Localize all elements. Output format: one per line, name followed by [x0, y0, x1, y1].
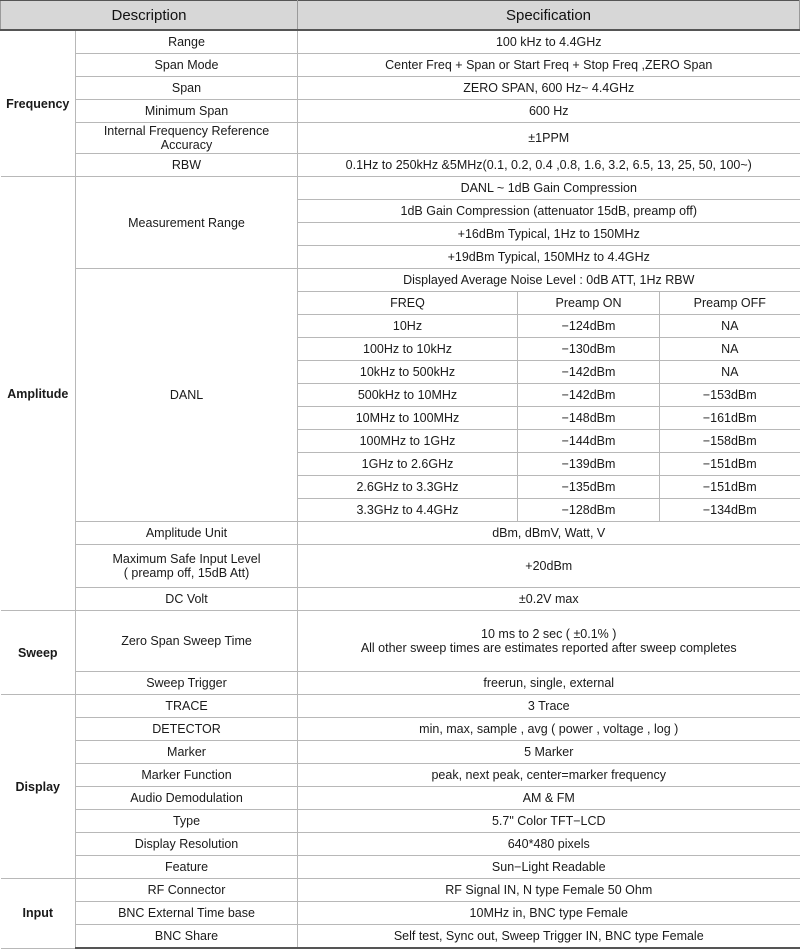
header-description: Description [1, 1, 298, 31]
spec-name-line1: Maximum Safe Input Level [112, 552, 261, 566]
table-row [1, 522, 800, 545]
table-row [1, 588, 800, 611]
danl-preamp-on: −130dBm [518, 338, 660, 361]
danl-caption: Displayed Average Noise Level : 0dB ATT, 1Hz RBW [298, 269, 800, 292]
table-row [1, 269, 800, 292]
spec-name: Internal Frequency Reference Accuracy [76, 123, 298, 154]
spec-name: Marker [76, 741, 298, 764]
spec-name [76, 545, 298, 588]
danl-preamp-off: −151dBm [660, 476, 800, 499]
danl-preamp-on: −124dBm [518, 315, 660, 338]
spec-name: Marker Function [76, 764, 298, 787]
category-frequency: Frequency [1, 30, 76, 177]
category-amplitude: Amplitude [1, 177, 76, 611]
table-row [1, 123, 800, 154]
spec-value-line2: All other sweep times are estimates reported after sweep completes [360, 641, 737, 655]
spec-name: BNC External Time base [76, 902, 298, 925]
table-row [1, 611, 800, 672]
spec-value [298, 611, 800, 672]
spec-value: dBm, dBmV, Watt, V [298, 522, 800, 545]
danl-freq: 500kHz to 10MHz [298, 384, 518, 407]
danl-preamp-off: −151dBm [660, 453, 800, 476]
spec-name: DETECTOR [76, 718, 298, 741]
table-row [1, 177, 800, 200]
spec-value: +16dBm Typical, 1Hz to 150MHz [298, 223, 800, 246]
spec-name: Minimum Span [76, 100, 298, 123]
spec-name: Span Mode [76, 54, 298, 77]
table-row [1, 545, 800, 588]
category-display: Display [1, 695, 76, 879]
danl-preamp-on: −128dBm [518, 499, 660, 522]
danl-preamp-off: NA [660, 338, 800, 361]
table-row [1, 30, 800, 54]
danl-preamp-on: −135dBm [518, 476, 660, 499]
spec-value: RF Signal IN, N type Female 50 Ohm [298, 879, 800, 902]
spec-value: DANL ~ 1dB Gain Compression [298, 177, 800, 200]
danl-preamp-off: −161dBm [660, 407, 800, 430]
spec-name: Type [76, 810, 298, 833]
table-row [1, 718, 800, 741]
spec-value: 3 Trace [298, 695, 800, 718]
table-row [1, 741, 800, 764]
danl-freq: 10Hz [298, 315, 518, 338]
spec-value: min, max, sample , avg ( power , voltage , log ) [298, 718, 800, 741]
spec-value: Sun−Light Readable [298, 856, 800, 879]
spec-name: DC Volt [76, 588, 298, 611]
table-row [1, 54, 800, 77]
spec-name: Measurement Range [76, 177, 298, 269]
spec-name: TRACE [76, 695, 298, 718]
spec-value: 600 Hz [298, 100, 800, 123]
danl-freq: 100MHz to 1GHz [298, 430, 518, 453]
spec-value: +19dBm Typical, 150MHz to 4.4GHz [298, 246, 800, 269]
danl-preamp-off: −158dBm [660, 430, 800, 453]
danl-col-freq: FREQ [298, 292, 518, 315]
spec-name: Amplitude Unit [76, 522, 298, 545]
danl-preamp-off: −134dBm [660, 499, 800, 522]
header-row [1, 1, 800, 31]
table-row [1, 764, 800, 787]
table-row [1, 77, 800, 100]
spec-name: Range [76, 30, 298, 54]
danl-freq: 10kHz to 500kHz [298, 361, 518, 384]
spec-value: Center Freq + Span or Start Freq + Stop Freq ,ZERO Span [298, 54, 800, 77]
spec-value: 5 Marker [298, 741, 800, 764]
table-row [1, 856, 800, 879]
spec-name: Display Resolution [76, 833, 298, 856]
spec-value: ZERO SPAN, 600 Hz~ 4.4GHz [298, 77, 800, 100]
table-row [1, 879, 800, 902]
spec-value: 0.1Hz to 250kHz &5MHz(0.1, 0.2, 0.4 ,0.8, 1.6, 3.2, 6.5, 13, 25, 50, 100~) [298, 154, 800, 177]
danl-freq: 2.6GHz to 3.3GHz [298, 476, 518, 499]
table-row [1, 833, 800, 856]
spec-value: 5.7" Color TFT−LCD [298, 810, 800, 833]
danl-preamp-on: −148dBm [518, 407, 660, 430]
spec-name-line2: ( preamp off, 15dB Att) [123, 566, 250, 580]
table-row [1, 925, 800, 949]
danl-preamp-off: NA [660, 361, 800, 384]
spec-name: Feature [76, 856, 298, 879]
table-row [1, 672, 800, 695]
table-row [1, 154, 800, 177]
category-sweep: Sweep [1, 611, 76, 695]
spec-name: Span [76, 77, 298, 100]
danl-freq: 100Hz to 10kHz [298, 338, 518, 361]
spec-name: Sweep Trigger [76, 672, 298, 695]
danl-col-preamp-off: Preamp OFF [660, 292, 800, 315]
spec-value: 1dB Gain Compression (attenuator 15dB, preamp off) [298, 200, 800, 223]
danl-preamp-on: −144dBm [518, 430, 660, 453]
spec-value: 10MHz in, BNC type Female [298, 902, 800, 925]
spec-name: BNC Share [76, 925, 298, 949]
header-specification: Specification [298, 1, 800, 31]
spec-value: 640*480 pixels [298, 833, 800, 856]
spec-value: freerun, single, external [298, 672, 800, 695]
spec-name: Zero Span Sweep Time [76, 611, 298, 672]
table-row [1, 787, 800, 810]
table-row [1, 695, 800, 718]
spec-value: +20dBm [298, 545, 800, 588]
danl-preamp-off: NA [660, 315, 800, 338]
category-input: Input [1, 879, 76, 949]
table-row [1, 902, 800, 925]
spec-name: Audio Demodulation [76, 787, 298, 810]
danl-preamp-on: −139dBm [518, 453, 660, 476]
spec-value: peak, next peak, center=marker frequency [298, 764, 800, 787]
spec-value: 100 kHz to 4.4GHz [298, 30, 800, 54]
danl-freq: 3.3GHz to 4.4GHz [298, 499, 518, 522]
spec-name: DANL [76, 269, 298, 522]
spec-value-line1: 10 ms to 2 sec ( ±0.1% ) [481, 627, 617, 641]
spec-value: AM & FM [298, 787, 800, 810]
spec-name: RBW [76, 154, 298, 177]
spec-value: ±1PPM [298, 123, 800, 154]
table-row [1, 100, 800, 123]
danl-col-preamp-on: Preamp ON [518, 292, 660, 315]
danl-preamp-off: −153dBm [660, 384, 800, 407]
spec-value: ±0.2V max [298, 588, 800, 611]
table-row [1, 810, 800, 833]
spec-value: Self test, Sync out, Sweep Trigger IN, BNC type Female [298, 925, 800, 949]
spec-name: RF Connector [76, 879, 298, 902]
danl-preamp-on: −142dBm [518, 384, 660, 407]
danl-preamp-on: −142dBm [518, 361, 660, 384]
danl-freq: 10MHz to 100MHz [298, 407, 518, 430]
danl-freq: 1GHz to 2.6GHz [298, 453, 518, 476]
